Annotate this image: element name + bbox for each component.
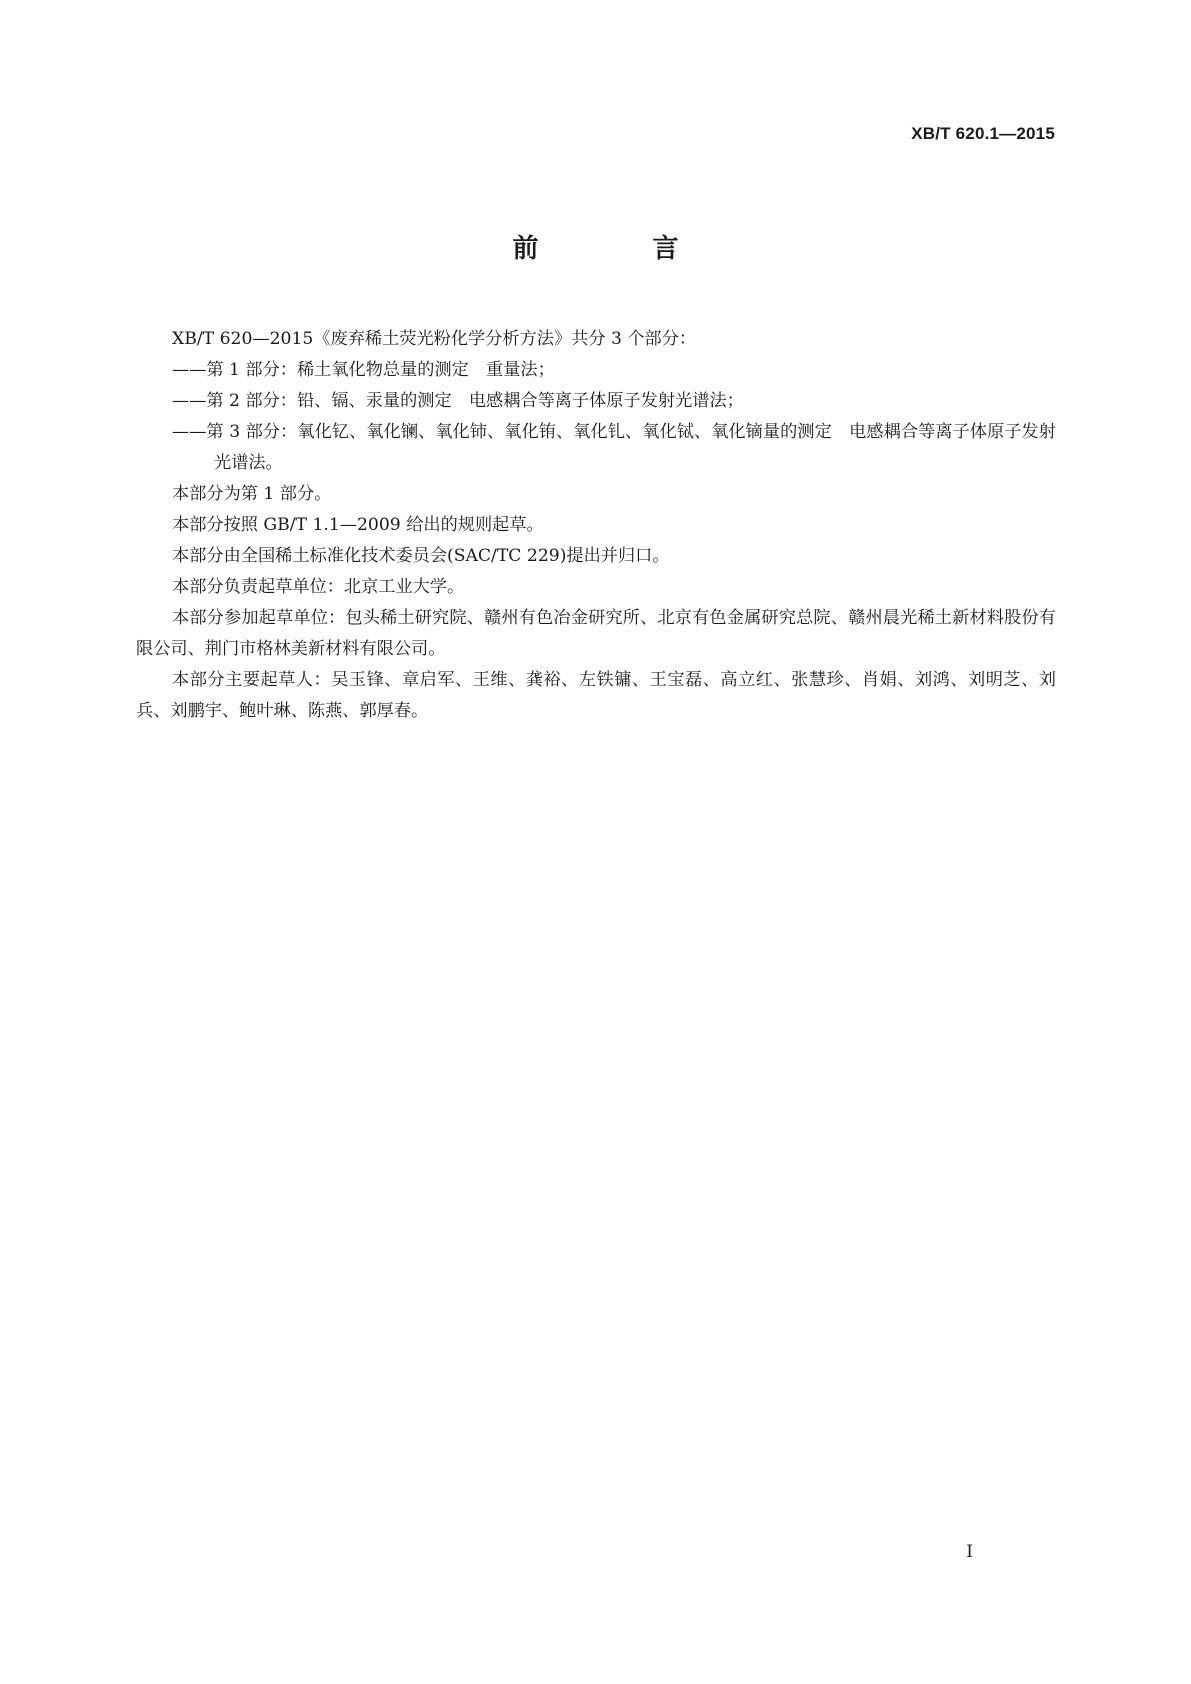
document-code: XB/T 620.1—2015 — [911, 124, 1055, 143]
this-part-paragraph: 本部分为第 1 部分。 — [172, 484, 332, 504]
proposed-by-paragraph: 本部分由全国稀土标准化技术委员会(SAC/TC 229)提出并归口。 — [172, 546, 670, 566]
participating-units-paragraph: 本部分参加起草单位：包头稀土研究院、赣州有色冶金研究所、北京有色金属研究总院、赣州晨光稀土新材料股份有限公司、荆门市格林美新材料有限公司。 — [136, 608, 1056, 659]
page-number: I — [966, 1542, 973, 1562]
drafting-rules-paragraph: 本部分按照 GB/T 1.1—2009 给出的规则起草。 — [172, 515, 544, 535]
drafters-paragraph: 本部分主要起草人：吴玉锋、章启军、王维、龚裕、左铁镛、王宝磊、高立红、张慧珍、肖娟、刘鸿、刘明芝、刘兵、刘鹏宇、鲍叶琳、陈燕、郭厚春。 — [136, 670, 1056, 721]
list-item-part-2: ——第 2 部分：铅、镉、汞量的测定 电感耦合等离子体原子发射光谱法； — [172, 391, 744, 411]
foreword-body — [136, 324, 1056, 727]
intro-paragraph: XB/T 620—2015《废弃稀土荧光粉化学分析方法》共分 3 个部分： — [172, 329, 697, 349]
responsible-unit-paragraph: 本部分负责起草单位：北京工业大学。 — [172, 577, 465, 597]
list-item-part-3: ——第 3 部分：氧化钇、氧化镧、氧化铈、氧化铕、氧化钆、氧化铽、氧化镝量的测定 电感耦合等离子体原子发射光谱法。 — [172, 422, 1056, 473]
page-title: 前 言 — [512, 234, 723, 264]
list-item-part-1: ——第 1 部分：稀土氧化物总量的测定 重量法； — [172, 360, 555, 380]
